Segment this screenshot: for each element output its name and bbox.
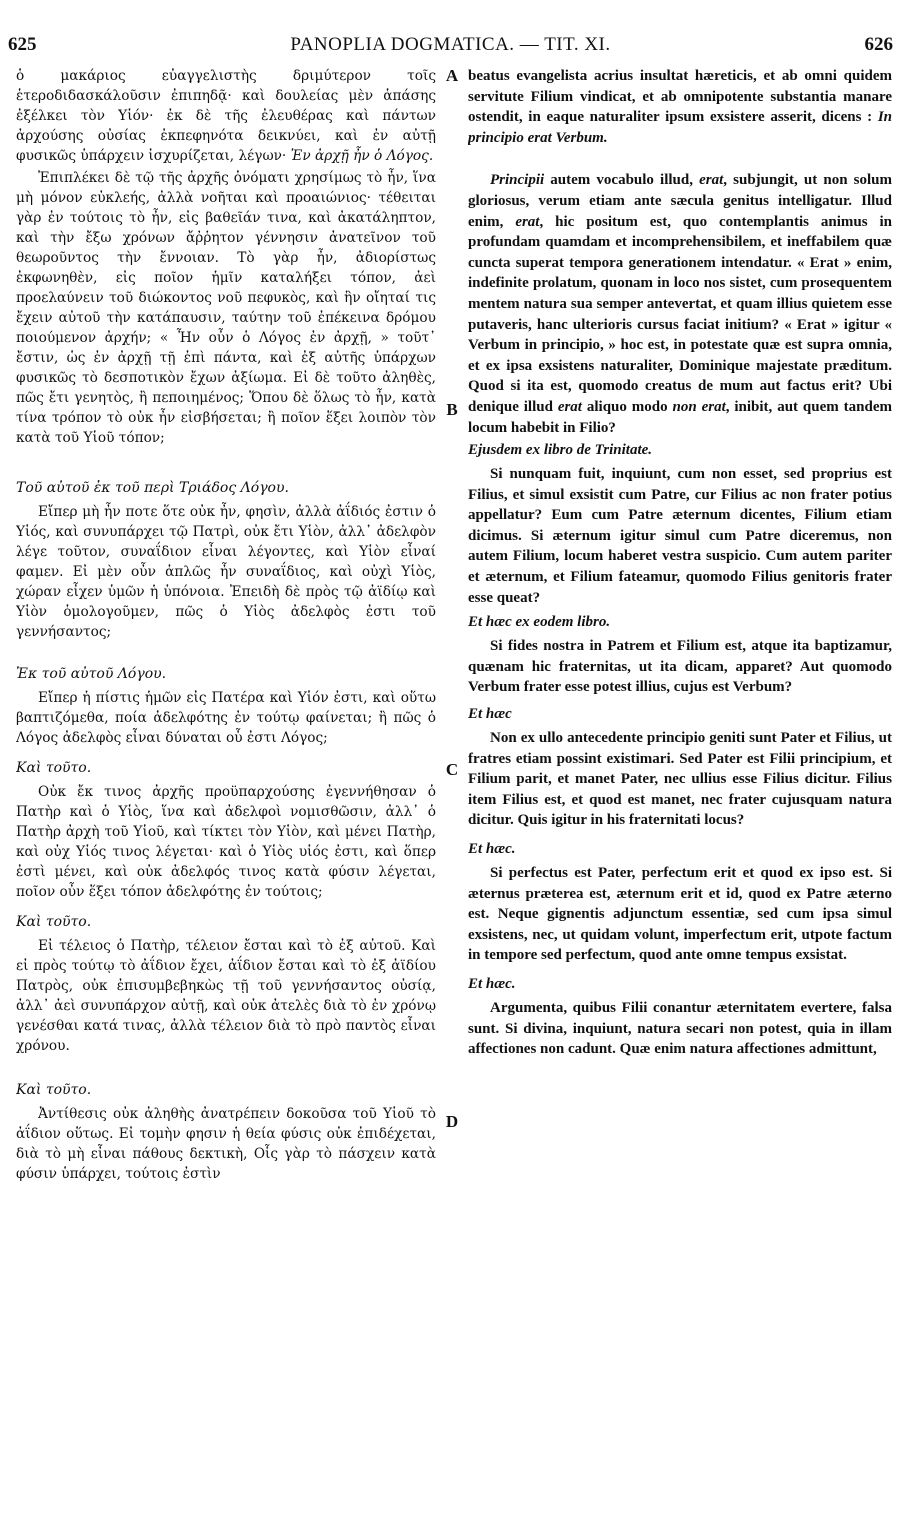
- greek-paragraph-1: [16, 66, 436, 166]
- latin-heading-4: Et hæc.: [468, 841, 516, 857]
- latin-term-erat: erat: [557, 398, 582, 415]
- latin-text: aliquo modo: [581, 398, 673, 415]
- latin-term-non-erat: non erat: [672, 398, 726, 415]
- latin-text: , inibit, aut quem tandem locum habebit in Filio?: [468, 398, 892, 436]
- greek-paragraph-5: Οὐκ ἔκ τινος ἀρχῆς προϋπαρχούσης ἐγεννήθησαν ὁ Πατὴρ καὶ ὁ Υἱὸς, ἵνα καὶ ἀδελφοὶ νομισθῶσιν, ἀλλ᾽ ὁ Πατὴρ ἀρχὴ τοῦ Υἱοῦ, καὶ τίκτει τὸν Υἱὸν, καὶ μένει Πατὴρ, καὶ οὐχ Υἱός τινος λέγεται· καὶ ὁ Υἱὸς υἱός ἐστι, καὶ ὅπερ ἐστὶ μένει, καὶ οὐκ ἀδελφός τινος κατὰ φύσιν λέγεται, ποῖον οὖν ἕξει τόπον ἀδελφότης ἐν τούτοις;: [16, 784, 436, 900]
- latin-heading-1: Ejusdem ex libro de Trinitate.: [468, 442, 653, 459]
- latin-paragraph-1: [468, 66, 892, 148]
- greek-column: [16, 66, 436, 1184]
- greek-heading-1: Τοῦ αὐτοῦ ἐκ τοῦ περὶ Τριάδος Λόγου.: [16, 480, 289, 496]
- page-number-right: 626: [864, 34, 893, 55]
- margin-letter-c: C: [445, 760, 459, 779]
- latin-heading-2: Et hæc ex eodem libro.: [468, 614, 611, 631]
- latin-paragraph-7: Argumenta, quibus Filii conantur æternitatem evertere, falsa sunt. Si divina, inquiunt, natura secari non potest, quia in illam affectiones non cadunt. Quæ enim natura affectiones admittunt,: [468, 999, 892, 1058]
- greek-quote: Ἐν ἀρχῇ ἦν ὁ Λόγος.: [290, 148, 434, 164]
- latin-term-erat: erat: [699, 172, 724, 189]
- latin-heading-3: Et hæc: [468, 706, 512, 723]
- margin-letter-d: D: [445, 1112, 459, 1131]
- greek-paragraph-3: Εἴπερ μὴ ἦν ποτε ὅτε οὐκ ἦν, φησὶν, ἀλλὰ ἀΐδιός ἐστιν ὁ Υἱός, καὶ συνυπάρχει τῷ Πατρὶ, οὐκ ἔτι Υἱὸν, ἀλλ᾽ ἀδελφὸν λέγε τοῦτον, συναΐδιον εἶναι λέγοντες, καὶ Υἱὸν εἶναί φαμεν. Εἰ μὲν οὖν ἁπλῶς ἦν συναΐδιος, καὶ οὐχὶ Υἱὸς, χώραν εἶχεν ὑμῶν ἡ ὑπόνοια. Ἐπειδὴ δὲ πρὸς τῷ ἀϊδίῳ καὶ Υἱὸν ὁμολογοῦμεν, πῶς ὁ Υἱὸς ἀδελφὸς ἐστι τοῦ γεννήσαντος;: [16, 504, 436, 640]
- greek-paragraph-7: Ἀντίθεσις οὐκ ἀληθὴς ἀνατρέπειν δοκοῦσα τοῦ Υἱοῦ τὸ ἀΐδιον οὕτως. Εἰ τομὴν φησιν ἡ θεία φύσις οὐκ ἐπιδέχεται, διὰ τὸ μὴ εἶναι πάθους δεκτικὴ, Οἷς γὰρ τὸ πάσχειν κατὰ φύσιν ὑπάρχει, τούτοις ἐστὶν: [16, 1106, 436, 1182]
- latin-term-erat: erat: [515, 213, 540, 230]
- margin-letters: [438, 0, 466, 1540]
- latin-text: beatus evangelista acrius insultat hæreticis, et ab omni quidem servitute Filium vindicat, et ab omnipotente substantia manare ostendit, in eaque naturaliter ipsum exsistere asserit, dicens :: [468, 68, 892, 126]
- greek-heading-3: Καὶ τοῦτο.: [16, 760, 92, 776]
- latin-heading-5: Et hæc.: [468, 975, 516, 992]
- latin-paragraph-4: Si fides nostra in Patrem et Filium est, atque ita baptizamur, quænam hic fraternitas, ut ita dicam, apparet? Aut quomodo Verbum frater esse potest illius, cujus est Verbum?: [468, 638, 892, 696]
- greek-heading-5: Καὶ τοῦτο.: [16, 1082, 92, 1098]
- latin-column: [468, 66, 892, 1060]
- latin-term-principii: Principii: [490, 172, 545, 189]
- latin-paragraph-5: Non ex ullo antecedente principio geniti sunt Pater et Filius, ut fratres etiam possint existimari. Sed Pater est Filii principium, et Filium parit, et manet Pater, nec ullius esse Filius dicitur. Filius item Filius est, et quod est manet, nec frater cujusquam natura dicitur. Quis igitur in his fraternitati locus?: [468, 730, 892, 829]
- latin-text: , hic positum est, quo contemplantis animus in profundam quamdam et incomprehensibilem, et ineffabilem quæ cuncta superat tempora generationem intendatur. « Erat » enim, indefinite prolatum, quonam in loco nos sistet, cum prosequentem mentem natura sua semper antevertat, et quam illius quietem esse putaveris, hanc ulterioris cursus faciat initium? « Erat » igitur « Verbum in principio, » hoc est, in potestate quæ est supra omnia, et ex ipsa exsistens naturaliter, Dominique majestate præditum. Quod si ita est, quomodo creatus de mum aut factus erit? Ubi denique illud: [468, 213, 892, 415]
- greek-text: ὁ μακάριος εὐαγγελιστὴς δριμύτερον τοῖς ἑτεροδιδασκάλοῦσιν ἐπιπηδᾷ· καὶ δουλείας μὲν ἁπάσης ἐξέλκει τὸν Υἱόν· ἐκ δὲ τῆς ἐλευθέρας καὶ πάντων ἀρχούσης οὐσίας ἐκπεφηνότα δεικνύει, καὶ ἐν αὐτῇ φυσικῶς ὑπάρχειν ἰσχυρίζεται, λέγων·: [16, 68, 436, 164]
- latin-text: autem vocabulo illud,: [544, 172, 700, 189]
- latin-text: , subjungit, ut non solum gloriosus, verum etiam ante sæcula genitus intelligatur. Illud enim,: [468, 172, 892, 230]
- greek-heading-4: Καὶ τοῦτο.: [16, 914, 92, 930]
- margin-letter-a: A: [445, 66, 459, 85]
- latin-quote: In principio erat Verbum.: [468, 109, 892, 146]
- page-number-left: 625: [8, 34, 37, 55]
- running-title: PANOPLIA DOGMATICA. — TIT. XI.: [290, 34, 611, 55]
- greek-paragraph-2: Ἐπιπλέκει δὲ τῷ τῆς ἀρχῆς ὀνόματι χρησίμως τὸ ἦν, ἵνα μὴ μόνον εὐκλεής, ἀλλὰ νοῆται καὶ προαιώνιος· τέθειται γὰρ ἐν τούτοις τὸ ἦν, εἰς βαθεῖάν τινα, καὶ ἀκατάληπτον, καὶ τὴν ἔξω χρόνων ἄῤῥητον γέννησιν ἀνατεῖνον τοῦ θεωροῦντος τὴν ἔννοιαν. Τὸ γὰρ ἦν, ἀδιορίστως ἐκφωνηθὲν, εἰς ποῖον ἡμῖν καταλήξει τόπον, ἀεὶ προελαύνειν τοῦ διώκοντος νοῦ πεφυκὸς, καὶ ἣν οἴηταί τις ἔχειν αὐτοῦ τὴν κατάπαυσιν, ταύτην τοῦ ἐπέκεινα δρόμου ποιούμενον ἀρχήν; « Ἦν οὖν ὁ Λόγος ἐν ἀρχῇ, » τοῦτ᾽ ἔστιν, ὡς ἐν ἀρχῇ τῇ ἐπὶ πάντα, καὶ ἐξ αὐτῆς ὑπάρχων φυσικῶς τὸ δεσποτικὸν ἔχων ἀξίωμα. Εἰ δὲ τοῦτο ἀληθὲς, πῶς ἔτι γενητὸς, ἢ πεποιημένος; Ὅπου δὲ ὅλως τὸ ἦν, κατὰ τίνα τρόπον τὸ οὐκ ἦν εἰσβήσεται; ἢ ποῖον ἕξει λοιπὸν τὸν κατὰ τοῦ Υἱοῦ τόπον;: [16, 170, 436, 446]
- latin-paragraph-6: Si perfectus est Pater, perfectum erit et quod ex ipso est. Si æternus præterea est, æternum erit et id, quod ex Patre æterno est. Neque gignentis adjunctum essentiæ, sed cum ipsa simul exsistens, nec, ut quidam volunt, imperfectum erit, utpote factum in tempore sed perfectum, quod ante omne tempus exsistat.: [468, 865, 892, 964]
- margin-letter-b: B: [446, 400, 458, 419]
- latin-paragraph-3: Si nunquam fuit, inquiunt, cum non esset, sed proprius est Filius, et simul exsistit cum Patre, cur Filius ac non frater potius appellatur? Eum cum Patre æternum dicentes, Filium etiam dicimus. Si æternum igitur simul cum Patre diceremus, non autem Filium, locum haberet vestra suspicio. Cum autem pariter et æternum, et Filium fateamur, quomodo Filius genitoris frater esse queat?: [468, 466, 892, 606]
- latin-paragraph-2: [468, 170, 892, 438]
- greek-paragraph-4: Εἴπερ ἡ πίστις ἡμῶν εἰς Πατέρα καὶ Υἱόν ἐστι, καὶ οὕτω βαπτιζόμεθα, ποία ἀδελφότης ἐν τούτῳ φαίνεται; ἢ πῶς ὁ Λόγος ἀδελφὸς εἶναι δύναται οὗ ἐστι Λόγος;: [16, 690, 436, 746]
- greek-paragraph-6: Εἰ τέλειος ὁ Πατὴρ, τέλειον ἔσται καὶ τὸ ἐξ αὐτοῦ. Καὶ εἰ πρὸς τούτῳ τὸ ἀΐδιον ἔχει, ἀΐδιον ἔσται καὶ τὸ ἐξ ἀϊδίου Πατρὸς, οὐκ ἐπισυμβεβηκὼς τῇ τοῦ γεννήσαντος οὐσίᾳ, ἀλλ᾽ ἀεὶ συνυπάρχον αὐτῇ, καὶ οὐκ ἀτελὲς διὰ τὸ ἐν χρόνῳ γενέσθαι κατά τινας, ἀλλὰ τέλειον διὰ τὸ πρὸ παντὸς εἶναι χρόνου.: [16, 938, 436, 1054]
- greek-heading-2: Ἐκ τοῦ αὐτοῦ Λόγου.: [16, 666, 167, 682]
